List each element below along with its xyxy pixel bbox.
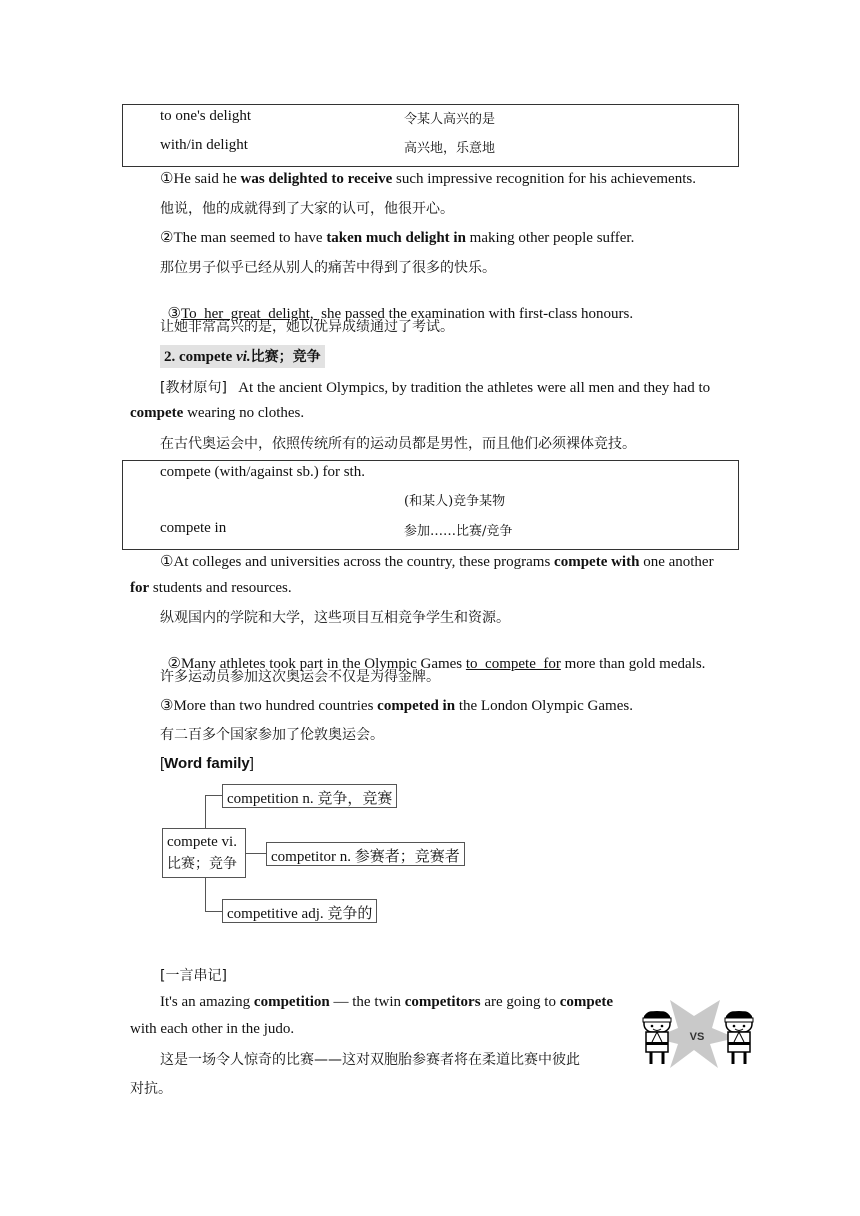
- memory-sentence-cn-line2: 对抗。: [130, 1081, 172, 1097]
- section-heading-compete: 2. compete vi.比赛；竞争: [160, 345, 325, 368]
- source-sentence-cn: 在古代奥运会中，依照传统所有的运动员都是男性，而且他们必须裸体竞技。: [160, 436, 636, 452]
- word-family-label: [Word family]: [160, 755, 254, 772]
- delight-example-2: ②The man seemed to have taken much delight in making other people suffer.: [160, 230, 635, 246]
- vs-label: VS: [689, 1031, 705, 1043]
- compete-example-3-cn: 有二百多个国家参加了伦敦奥运会。: [160, 727, 384, 743]
- table2-row1-cn: (和某人)竞争某物: [404, 494, 506, 509]
- table1-row2-cn: 高兴地，乐意地: [404, 141, 496, 156]
- memory-label: [一言串记]: [160, 968, 227, 984]
- table1-row2-en: with/in delight: [160, 137, 248, 153]
- table1-row1-en: to one's delight: [160, 108, 252, 124]
- delight-example-1-cn: 他说，他的成就得到了大家的认可，他很开心。: [160, 201, 454, 217]
- table1-row1-cn: 令某人高兴的是: [404, 112, 496, 127]
- tree-connector-bottom: [205, 911, 223, 912]
- delight-example-1: ①He said he was delighted to receive such impressive recognition for his achievements.: [160, 171, 696, 187]
- tree-connector-top: [205, 795, 223, 796]
- delight-example-3-cn: 让她非常高兴的是，她以优异成绩通过了考试。: [160, 319, 454, 335]
- memory-sentence-cn: 这是一场令人惊奇的比赛——这对双胞胎参赛者将在柔道比赛中彼此: [160, 1052, 580, 1068]
- left-fighter-icon: [643, 1011, 671, 1064]
- word-family-item-competitive: competitive adj. 竞争的: [222, 899, 377, 923]
- source-label: [教材原句]: [160, 380, 227, 396]
- source-sentence-line2: compete wearing no clothes.: [130, 405, 305, 421]
- twin-judo-competitors-illustration: [640, 998, 758, 1070]
- delight-example-2-cn: 那位男子似乎已经从别人的痛苦中得到了很多的快乐。: [160, 260, 496, 276]
- table2-row2-en: compete in: [160, 520, 227, 536]
- compete-example-3: ③More than two hundred countries competed in the London Olympic Games.: [160, 698, 633, 714]
- word-family-item-competition: competition n. 竞争，竞赛: [222, 784, 397, 808]
- tree-connector-vertical: [205, 795, 206, 830]
- source-sentence: [教材原句] At the ancient Olympics, by tradition the athletes were all men and they had to: [160, 380, 711, 396]
- memory-sentence-line2: with each other in the judo.: [130, 1021, 295, 1037]
- word-family-item-competitor: competitor n. 参赛者；竞赛者: [266, 842, 465, 866]
- compete-example-2-cn: 许多运动员参加这次奥运会不仅是为得金牌。: [160, 669, 440, 685]
- compete-example-1: ①At colleges and universities across the country, these programs compete with one another: [160, 554, 714, 570]
- compete-example-2: ②Many athletes took part in the Olympic Games to compete for more than gold medals.: [167, 656, 706, 672]
- table2-row1-en: compete (with/against sb.) for sth.: [160, 464, 365, 480]
- right-fighter-icon: [725, 1011, 753, 1064]
- tree-connector-middle: [246, 853, 266, 854]
- delight-example-3: ③To her great delight, she passed the examination with first-class honours.: [167, 306, 634, 322]
- word-family-root: compete vi. 比赛；竞争: [162, 828, 246, 878]
- compete-example-1-line2: for students and resources.: [130, 580, 292, 596]
- compete-example-1-cn: 纵观国内的学院和大学，这些项目互相竞争学生和资源。: [160, 610, 510, 626]
- memory-sentence: It's an amazing competition — the twin competitors are going to compete: [160, 994, 614, 1010]
- tree-connector-vertical-bottom: [205, 878, 206, 911]
- table2-row2-cn: 参加……比赛/竞争: [404, 524, 513, 539]
